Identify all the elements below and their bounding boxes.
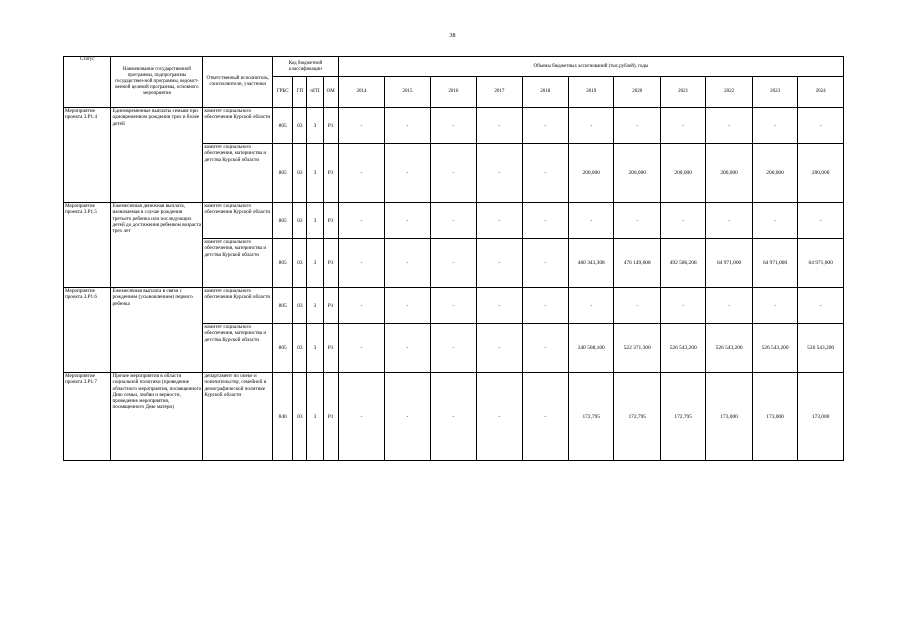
value-cell: - (706, 203, 752, 239)
value-cell: 64 971,000 (752, 239, 797, 288)
code-cell: 805 (273, 288, 293, 324)
value-cell: - (430, 288, 476, 324)
value-cell: - (477, 144, 522, 203)
header-code: пГП (307, 77, 323, 108)
value-cell: - (660, 288, 705, 324)
value-cell: 200,000 (706, 144, 752, 203)
value-cell: - (477, 239, 522, 288)
code-cell: Р1 (323, 239, 338, 288)
code-cell: 805 (273, 144, 293, 203)
value-cell: - (338, 288, 384, 324)
value-cell: 492 586,208 (660, 239, 705, 288)
value-cell: - (385, 324, 430, 373)
table-body (64, 108, 844, 461)
code-cell: 03 (293, 373, 307, 461)
value-cell: - (522, 144, 568, 203)
name-cell: Ежемесячная денежная выплата, назначаемая в случае рождения третьего ребенка или последующих детей до достижения ребенком возраста трех лет (111, 203, 203, 288)
value-cell: 476 149,608 (614, 239, 660, 288)
code-cell: 3 (307, 373, 323, 461)
value-cell: - (522, 288, 568, 324)
responsible-cell: комитет социального обеспечения, материнства и детства Курской области (203, 324, 273, 373)
header-year: 2014 (338, 77, 384, 108)
code-cell: Р1 (323, 288, 338, 324)
value-cell: 173,000 (752, 373, 797, 461)
value-cell: - (338, 108, 384, 144)
value-cell: - (522, 203, 568, 239)
code-cell: 3 (307, 144, 323, 203)
header-volumes-group: Объемы бюджетных ассигнований (тыс.рублей), годы (338, 57, 843, 77)
responsible-cell: комитет социального обеспечения, материнства и детства Курской области (203, 239, 273, 288)
code-cell: 03 (293, 239, 307, 288)
value-cell: 173,000 (706, 373, 752, 461)
code-cell: 3 (307, 288, 323, 324)
value-cell: 172,795 (660, 373, 705, 461)
value-cell: 340 508,100 (569, 324, 614, 373)
value-cell: - (522, 324, 568, 373)
code-cell: 3 (307, 203, 323, 239)
header-year: 2020 (614, 77, 660, 108)
value-cell: 172,795 (569, 373, 614, 461)
header-year: 2016 (430, 77, 476, 108)
value-cell: - (385, 144, 430, 203)
responsible-cell: комитет социального обеспечения Курской области (203, 108, 273, 144)
code-cell: 03 (293, 288, 307, 324)
header-year: 2015 (385, 77, 430, 108)
header-responsible: Ответственный исполнитель, соисполнители, участники (203, 57, 273, 108)
value-cell: 200,000 (752, 144, 797, 203)
value-cell: - (752, 203, 797, 239)
value-cell: - (338, 239, 384, 288)
budget-table (63, 56, 844, 461)
header-year: 2021 (660, 77, 705, 108)
value-cell: 522 371,300 (614, 324, 660, 373)
header-codes-group: Код бюджетной классификации (273, 57, 339, 77)
value-cell: 173,000 (798, 373, 844, 461)
responsible-cell: комитет социального обеспечения Курской области (203, 203, 273, 239)
header-name: Наименование государственной программы, подпрограммы государствен-ной программы, ведомст-венной целевой программы, основного мероприятия (111, 57, 203, 108)
code-cell: 03 (293, 108, 307, 144)
table-row (64, 288, 844, 324)
value-cell: - (614, 108, 660, 144)
header-year: 2017 (477, 77, 522, 108)
value-cell: - (338, 324, 384, 373)
value-cell: 526 543,200 (706, 324, 752, 373)
value-cell: - (660, 108, 705, 144)
header-code: ОМ (323, 77, 338, 108)
code-cell: 3 (307, 239, 323, 288)
code-cell: 805 (273, 239, 293, 288)
code-cell: Р1 (323, 203, 338, 239)
responsible-cell: комитет социального обеспечения, материнства и детства Курской области (203, 144, 273, 203)
value-cell: - (569, 108, 614, 144)
value-cell: - (385, 203, 430, 239)
value-cell: - (798, 108, 844, 144)
value-cell: - (477, 324, 522, 373)
value-cell: 200,000 (660, 144, 705, 203)
value-cell: 526 543,200 (660, 324, 705, 373)
value-cell: - (477, 203, 522, 239)
page-number: 38 (449, 33, 456, 39)
value-cell: - (569, 288, 614, 324)
value-cell: - (385, 108, 430, 144)
code-cell: 03 (293, 324, 307, 373)
value-cell: - (614, 288, 660, 324)
name-cell: Прочие мероприятия в области социальной политики (проведение областного мероприятия, посвященного Дню семьи, любви и верности, проведение мероприятия, посвященного Дню матери) (111, 373, 203, 461)
code-cell: Р1 (323, 324, 338, 373)
value-cell: 200,000 (614, 144, 660, 203)
name-cell: Ежемесячная выплата в связи с рождением (усыновлением) первого ребенка (111, 288, 203, 373)
value-cell: 64 971,000 (706, 239, 752, 288)
status-cell: Мероприятие проекта 3.Р1.4 (64, 108, 111, 203)
code-cell: 805 (273, 108, 293, 144)
value-cell: - (798, 203, 844, 239)
value-cell: - (752, 108, 797, 144)
value-cell: - (752, 288, 797, 324)
value-cell: - (385, 288, 430, 324)
code-cell: 03 (293, 203, 307, 239)
value-cell: - (569, 203, 614, 239)
header-year: 2018 (522, 77, 568, 108)
code-cell: Р1 (323, 373, 338, 461)
value-cell: - (338, 203, 384, 239)
name-cell: Единовременные выплаты семьям при одновременном рождении трех и более детей (111, 108, 203, 203)
value-cell: - (477, 373, 522, 461)
code-cell: Р1 (323, 108, 338, 144)
code-cell: 3 (307, 108, 323, 144)
responsible-cell: департамент по опеке и попечительству, семейной и демографической политике Курской области (203, 373, 273, 461)
value-cell: - (522, 108, 568, 144)
table-row (64, 203, 844, 239)
header-status: Статус (64, 57, 111, 108)
status-cell: Мероприятие проекта 3.Р1.5 (64, 203, 111, 288)
value-cell: 64 971,000 (798, 239, 844, 288)
value-cell: 200,000 (569, 144, 614, 203)
value-cell: - (706, 108, 752, 144)
value-cell: 200,000 (798, 144, 844, 203)
code-cell: 840 (273, 373, 293, 461)
value-cell: - (430, 144, 476, 203)
header-year: 2024 (798, 77, 844, 108)
header-year: 2019 (569, 77, 614, 108)
header-year: 2023 (752, 77, 797, 108)
value-cell: 526 543,200 (752, 324, 797, 373)
code-cell: 03 (293, 144, 307, 203)
value-cell: - (430, 203, 476, 239)
status-cell: Мероприятие проекта 3.Р1.6 (64, 288, 111, 373)
value-cell: - (798, 288, 844, 324)
header-code: ГРБС (273, 77, 293, 108)
header-code: ГП (293, 77, 307, 108)
value-cell: - (477, 288, 522, 324)
value-cell: - (338, 373, 384, 461)
responsible-cell: комитет социального обеспечения Курской области (203, 288, 273, 324)
value-cell: - (430, 324, 476, 373)
table-row (64, 373, 844, 461)
code-cell: Р1 (323, 144, 338, 203)
value-cell: - (522, 239, 568, 288)
value-cell: - (385, 373, 430, 461)
value-cell: - (614, 203, 660, 239)
status-cell: Мероприятие проекта 3.Р1.7 (64, 373, 111, 461)
code-cell: 805 (273, 324, 293, 373)
table-row (64, 108, 844, 144)
value-cell: 172,795 (614, 373, 660, 461)
header-year: 2022 (706, 77, 752, 108)
value-cell: 526 543,200 (798, 324, 844, 373)
value-cell: - (477, 108, 522, 144)
value-cell: - (338, 144, 384, 203)
value-cell: - (385, 239, 430, 288)
value-cell: - (430, 373, 476, 461)
code-cell: 805 (273, 203, 293, 239)
code-cell: 3 (307, 324, 323, 373)
value-cell: - (660, 203, 705, 239)
value-cell: - (706, 288, 752, 324)
value-cell: - (430, 239, 476, 288)
value-cell: - (430, 108, 476, 144)
value-cell: 460 343,308 (569, 239, 614, 288)
value-cell: - (522, 373, 568, 461)
